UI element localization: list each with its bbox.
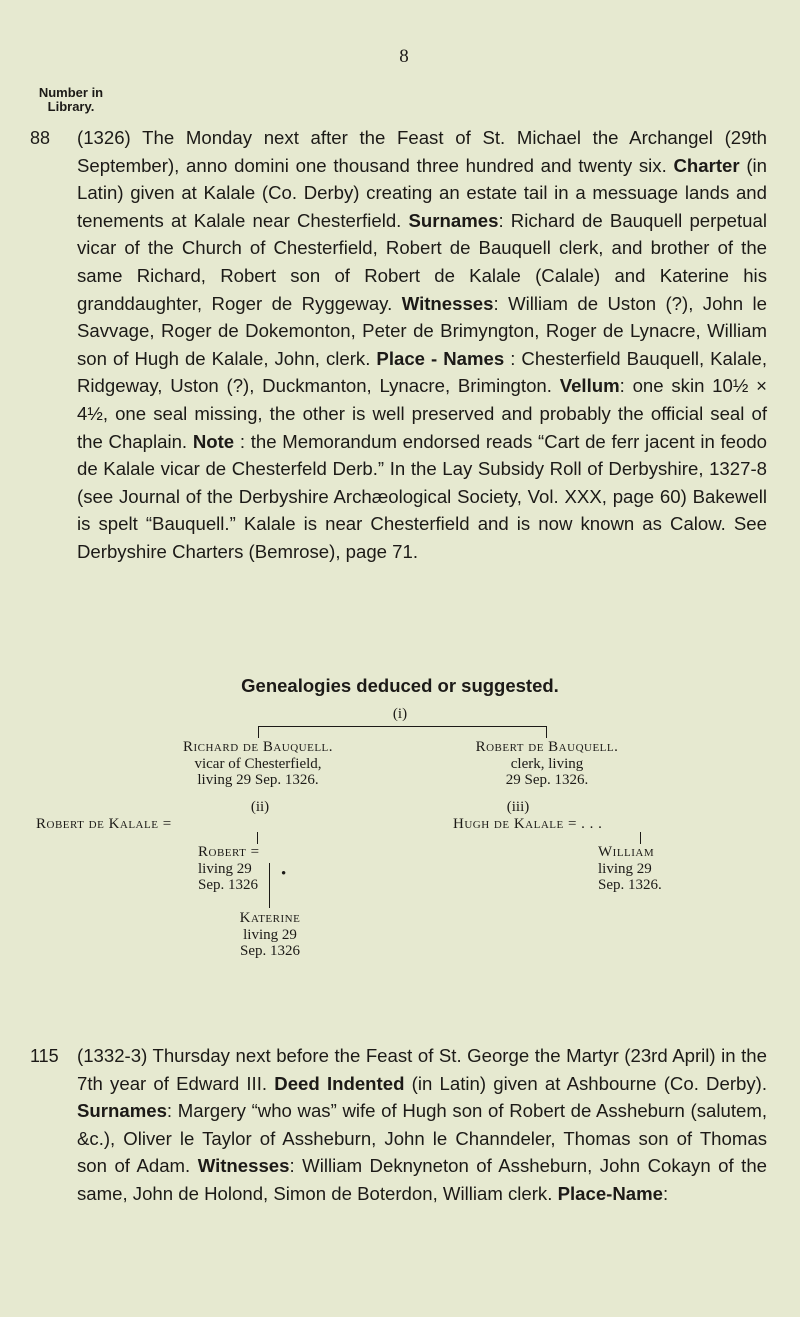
entry-115-deed-text: (in Latin) given at Ashbourne (Co. Derby). <box>411 1072 768 1094</box>
note-label: Note <box>192 430 235 452</box>
spouse-mark: • <box>281 866 287 882</box>
richard-de-bauquell-name: Richard de Bauquell. <box>182 739 334 755</box>
robert-son-name: Robert = <box>198 844 260 860</box>
entry-number-88: 88 <box>30 128 51 148</box>
katerine-node <box>200 910 340 960</box>
charter-label: Charter <box>673 154 740 176</box>
entry-88-place-names: : Chesterfield Bauquell, Kalale, Ridgeway, Uston (?), Duckmanton, Lynacre, Brimington. <box>77 347 767 397</box>
robert-son-line2: Sep. 1326 <box>198 877 258 893</box>
genealogy-i-label: (i) <box>392 706 408 722</box>
page-number: 8 <box>399 46 409 67</box>
surnames-label-115: Surnames <box>77 1100 167 1122</box>
genealogy-iii-stem <box>640 832 641 844</box>
robert-de-bauquell-node <box>417 739 677 789</box>
william-line2: Sep. 1326. <box>598 877 662 893</box>
genealogy-ii-descent-line <box>269 863 270 908</box>
katerine-name: Katerine <box>239 910 301 926</box>
genealogies-heading: Genealogies deduced or suggested. <box>241 675 559 696</box>
entry-88-date: (1326) The Monday next after the Feast of St. Michael the Archangel (29th September), anno domini one thousand three hundred and twenty six. <box>77 127 767 176</box>
katerine-line2: Sep. 1326 <box>240 943 300 959</box>
genealogy-ii-stem <box>257 832 258 844</box>
entry-115-witnesses: : William Deknyneton of Assheburn, John Cokayn of the same, John de Holond, Simon de Boterdon, William clerk. <box>77 1155 768 1204</box>
genealogy-i-right-stem <box>546 726 547 738</box>
robert-de-bauquell-line2: 29 Sep. 1326. <box>505 772 589 788</box>
entry-88-vellum: : one skin 10½ × 4½, one seal missing, the other is well preserved and probably the official seal of the Chaplain. <box>77 375 767 452</box>
entry-88-surnames: : Richard de Bauquell perpetual vicar of the Church of Chesterfield, Robert de Bauquell clerk, and brother of the same Richard, Robert son of Robert de Kalale (Calale) and Katerine his granddaughter, Roger de Ryggeway. <box>77 209 767 314</box>
deed-indented-label: Deed Indented <box>274 1072 405 1094</box>
william-line1: living 29 <box>598 860 652 877</box>
entry-88-witnesses: : William de Uston (?), John le Savvage, Roger de Dokemonton, Peter de Brimyngton, Roger de Lynacre, William son of Hugh de Kalale, John, clerk. <box>77 292 767 369</box>
entry-88-charter-text: (in Latin) given at Kalale (Co. Derby) creating an estate tail in a messuage lands and tenements at Kalale near Chesterfield. <box>77 154 768 231</box>
place-names-label: Place - Names <box>376 347 505 369</box>
genealogy-i-left-stem <box>258 726 259 738</box>
william-name: William <box>598 844 655 860</box>
robert-de-kalale-name: Robert de Kalale = <box>36 816 172 832</box>
entry-88-note: : the Memorandum endorsed reads “Cart de ferr jacent in feodo de Kalale vicar de Chesterfeld Derb.” In the Lay Subsidy Roll of Derbyshire, 1327-8 (see Journal of the Derbyshire Archæological Society, Vol. XXX, page 60) Bakewell is spelt “Bauquell.” Kalale is near Chesterfield and is now known as Calow. See Derbyshire Charters (Bemrose), page 71. <box>77 430 768 562</box>
witnesses-label: Witnesses <box>401 292 494 314</box>
genealogy-iii-label: (iii) <box>506 799 530 815</box>
robert-son-line1: living 29 <box>198 860 252 877</box>
robert-de-bauquell-line1: clerk, living <box>510 755 584 772</box>
genealogy-i-bracket <box>258 726 547 727</box>
hugh-de-kalale-name: Hugh de Kalale = . . . <box>453 816 603 832</box>
surnames-label: Surnames <box>408 209 499 231</box>
place-name-label-115: Place-Name <box>557 1182 664 1204</box>
entry-115-date: (1332-3) Thursday next before the Feast of St. George the Martyr (23rd April) in the 7th year of Edward III. <box>77 1045 767 1094</box>
entry-115-place-name: : <box>663 1182 669 1204</box>
entry-number-115: 115 <box>30 1046 59 1066</box>
robert-de-bauquell-name: Robert de Bauquell. <box>475 739 619 755</box>
entry-88-text <box>77 124 767 566</box>
richard-de-bauquell-line1: vicar of Chesterfield, <box>194 755 322 772</box>
genealogy-ii-label: (ii) <box>250 799 270 815</box>
vellum-label: Vellum <box>559 375 620 397</box>
entry-115-surnames: : Margery “who was” wife of Hugh son of Robert de Assheburn (salutem, &c.), Oliver le Taylor of Assheburn, John le Channdeler, Thomas son of Thomas son of Adam. <box>77 1100 767 1177</box>
richard-de-bauquell-line2: living 29 Sep. 1326. <box>197 772 319 788</box>
william-node <box>598 844 738 894</box>
richard-de-bauquell-node <box>138 739 378 789</box>
margin-note: Number in Library. <box>38 85 104 114</box>
witnesses-label-115: Witnesses <box>197 1155 290 1177</box>
entry-115-text <box>77 1042 767 1208</box>
robert-son-node <box>198 844 318 894</box>
katerine-line1: living 29 <box>243 926 297 943</box>
